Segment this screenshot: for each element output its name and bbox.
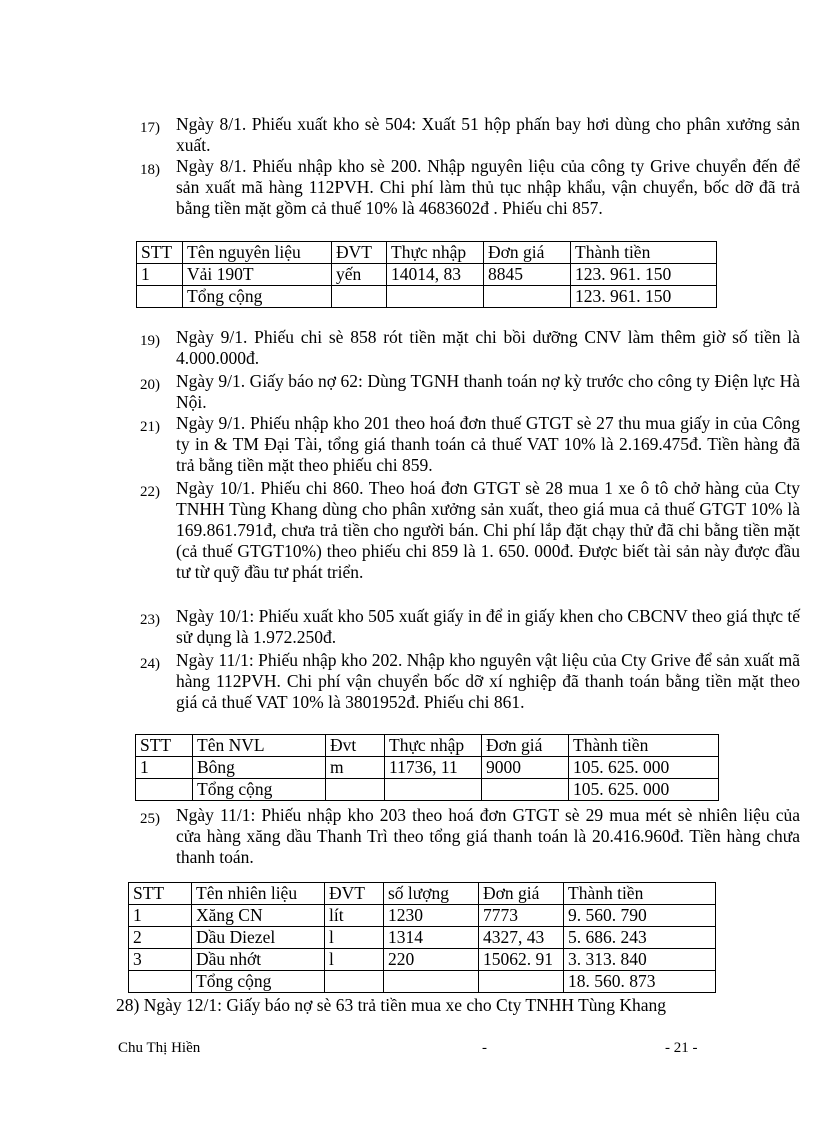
entry-23 <box>140 606 800 648</box>
table-cell: Vải 190T <box>183 264 332 286</box>
table-cell: Bông <box>193 757 326 779</box>
table-cell <box>385 779 482 801</box>
table-total-row <box>129 971 716 993</box>
table-cell: 3 <box>129 949 192 971</box>
table-cell: 123. 961. 150 <box>571 264 717 286</box>
entry-number: 24) <box>140 656 160 672</box>
table-row <box>137 264 717 286</box>
entry-24 <box>140 650 800 713</box>
entry-25 <box>140 805 800 868</box>
table-total-row <box>137 286 717 308</box>
table-fuel <box>128 882 716 993</box>
entry-22 <box>140 478 800 583</box>
entry-number: 19) <box>140 333 160 349</box>
entry-number: 25) <box>140 811 160 827</box>
table-row <box>129 905 716 927</box>
entry-number: 21) <box>140 419 160 435</box>
table-row <box>129 949 716 971</box>
table-cell: lít <box>325 905 384 927</box>
entry-number: 17) <box>140 120 160 136</box>
table-cell: 1 <box>136 757 193 779</box>
table-row <box>129 927 716 949</box>
table-cell: 8845 <box>484 264 571 286</box>
entry-text: Ngày 8/1. Phiếu nhập kho sè 200. Nhập nguyên liệu của công ty Grive chuyển đến để sản xuất mã hàng 112PVH. Chi phí làm thủ tục nhập khẩu, vận chuyển, bốc dỡ đã trả bằng tiền mặt gồm cả thuế 10% là 4683602đ . Phiếu chi 857. <box>176 156 800 218</box>
entry-number: 23) <box>140 612 160 628</box>
entry-text: Ngày 9/1. Giấy báo nợ 62: Dùng TGNH thanh toán nợ kỳ trước cho công ty Điện lực Hà Nội. <box>176 371 800 412</box>
entry-number: 18) <box>140 162 160 178</box>
header-cell: STT <box>136 735 193 757</box>
table-cell: 15062. 91 <box>479 949 564 971</box>
header-cell: Thực nhập <box>387 242 484 264</box>
table-cell <box>384 971 479 993</box>
entry-17 <box>140 114 800 156</box>
table-cell: Xăng CN <box>192 905 325 927</box>
header-cell: Đơn giá <box>484 242 571 264</box>
header-cell: Tên nhiên liệu <box>192 883 325 905</box>
table-cell: m <box>326 757 385 779</box>
table-cell: 9000 <box>482 757 569 779</box>
table-cell: l <box>325 949 384 971</box>
table-cell: 105. 625. 000 <box>569 779 719 801</box>
entry-18 <box>140 156 800 219</box>
header-cell: STT <box>129 883 192 905</box>
table-cell: 14014, 83 <box>387 264 484 286</box>
table-cell <box>479 971 564 993</box>
table-cell: Dầu Diezel <box>192 927 325 949</box>
table-cell: Tổng cộng <box>192 971 325 993</box>
header-cell: ĐVT <box>325 883 384 905</box>
entry-text: Ngày 11/1: Phiếu nhập kho 203 theo hoá đơn GTGT sè 29 mua mét sè nhiên liệu của cửa hàng xăng dầu Thanh Trì theo tổng giá thanh toán là 20.416.960đ. Tiền hàng chưa thanh toán. <box>176 805 800 867</box>
entry-text: Ngày 10/1: Phiếu xuất kho 505 xuất giấy in để in giấy khen cho CBCNV theo giá thực tế sử dụng là 1.972.250đ. <box>176 606 800 647</box>
table-cell <box>482 779 569 801</box>
header-cell: Đơn giá <box>479 883 564 905</box>
entry-text: Ngày 11/1: Phiếu nhập kho 202. Nhập kho nguyên vật liệu của Cty Grive để sản xuất mã hàng 112PVH. Chi phí vận chuyển bốc dỡ xí nghiệp đã thanh toán bằng tiền mặt theo giá cả thuế VAT 10% là 3801952đ. Phiếu chi 861. <box>176 650 800 712</box>
table-header-row <box>129 883 716 905</box>
entry-text: Ngày 9/1. Phiếu nhập kho 201 theo hoá đơn thuế GTGT sè 27 thu mua giấy in của Công ty in & TM Đại Tài, tổng giá thanh toán cả thuế VAT 10% là 2.169.475đ. Tiền hàng đã trả bằng tiền mặt theo phiếu chi 859. <box>176 413 800 475</box>
footer-dash: - <box>482 1040 487 1056</box>
table-cell: 2 <box>129 927 192 949</box>
table-cell <box>129 971 192 993</box>
table-cell: Tổng cộng <box>193 779 326 801</box>
table-cell: 5. 686. 243 <box>564 927 716 949</box>
table-total-row <box>136 779 719 801</box>
entry-21 <box>140 413 800 476</box>
table-cell: yến <box>332 264 387 286</box>
table-cell: 4327, 43 <box>479 927 564 949</box>
table-cell: 1314 <box>384 927 479 949</box>
table-cell: 3. 313. 840 <box>564 949 716 971</box>
table-cell: Tổng cộng <box>183 286 332 308</box>
entry-text: Ngày 8/1. Phiếu xuất kho sè 504: Xuất 51 hộp phấn bay hơi dùng cho phân xưởng sản xuất. <box>176 114 800 155</box>
table-cell: 1230 <box>384 905 479 927</box>
header-cell: Thành tiền <box>571 242 717 264</box>
table-cell <box>137 286 183 308</box>
entry-28: 28) Ngày 12/1: Giấy báo nợ sè 63 trả tiền mua xe cho Cty TNHH Tùng Khang <box>116 995 667 1015</box>
header-cell: ĐVT <box>332 242 387 264</box>
table-cell <box>325 971 384 993</box>
header-cell: Thành tiền <box>569 735 719 757</box>
table-raw-materials <box>136 241 717 308</box>
table-cell: 123. 961. 150 <box>571 286 717 308</box>
table-cell: 1 <box>137 264 183 286</box>
entry-number: 20) <box>140 377 160 393</box>
entry-19 <box>140 327 800 369</box>
header-cell: Đơn giá <box>482 735 569 757</box>
table-cell: 18. 560. 873 <box>564 971 716 993</box>
entry-text: Ngày 10/1. Phiếu chi 860. Theo hoá đơn GTGT sè 28 mua 1 xe ô tô chở hàng của Cty TNHH Tùng Khang dùng cho phân xưởng sản xuất, theo giá mua cả thuế GTGT 10% là 169.861.791đ, chưa trả tiền cho người bán. Chi phí lắp đặt chạy thử đã chi bằng tiền mặt (cả thuế GTGT10%) theo phiếu chi 859 là 1. 650. 000đ. Được biết tài sản này được đầu tư từ quỹ đầu tư phát triển. <box>176 478 800 582</box>
table-cell: 1 <box>129 905 192 927</box>
footer-page-number: - 21 - <box>665 1040 698 1056</box>
table-cell <box>136 779 193 801</box>
header-cell: Thực nhập <box>385 735 482 757</box>
entry-text: Ngày 9/1. Phiếu chi sè 858 rót tiền mặt chi bồi dưỡng CNV làm thêm giờ số tiền là 4.000.000đ. <box>176 327 800 368</box>
table-cell <box>332 286 387 308</box>
table-cell: 11736, 11 <box>385 757 482 779</box>
table-cell: 220 <box>384 949 479 971</box>
table-cell: 9. 560. 790 <box>564 905 716 927</box>
table-cell <box>484 286 571 308</box>
header-cell: Tên NVL <box>193 735 326 757</box>
table-cell: l <box>325 927 384 949</box>
table-materials <box>135 734 719 801</box>
table-header-row <box>136 735 719 757</box>
entry-20 <box>140 371 800 413</box>
table-cell: Dầu nhớt <box>192 949 325 971</box>
header-cell: Thành tiền <box>564 883 716 905</box>
entry-number: 22) <box>140 484 160 500</box>
table-cell <box>326 779 385 801</box>
header-cell: số lượng <box>384 883 479 905</box>
header-cell: Đvt <box>326 735 385 757</box>
table-row <box>136 757 719 779</box>
table-cell <box>387 286 484 308</box>
footer-author: Chu Thị Hiền <box>118 1040 201 1056</box>
header-cell: STT <box>137 242 183 264</box>
table-header-row <box>137 242 717 264</box>
header-cell: Tên nguyên liệu <box>183 242 332 264</box>
table-cell: 105. 625. 000 <box>569 757 719 779</box>
table-cell: 7773 <box>479 905 564 927</box>
